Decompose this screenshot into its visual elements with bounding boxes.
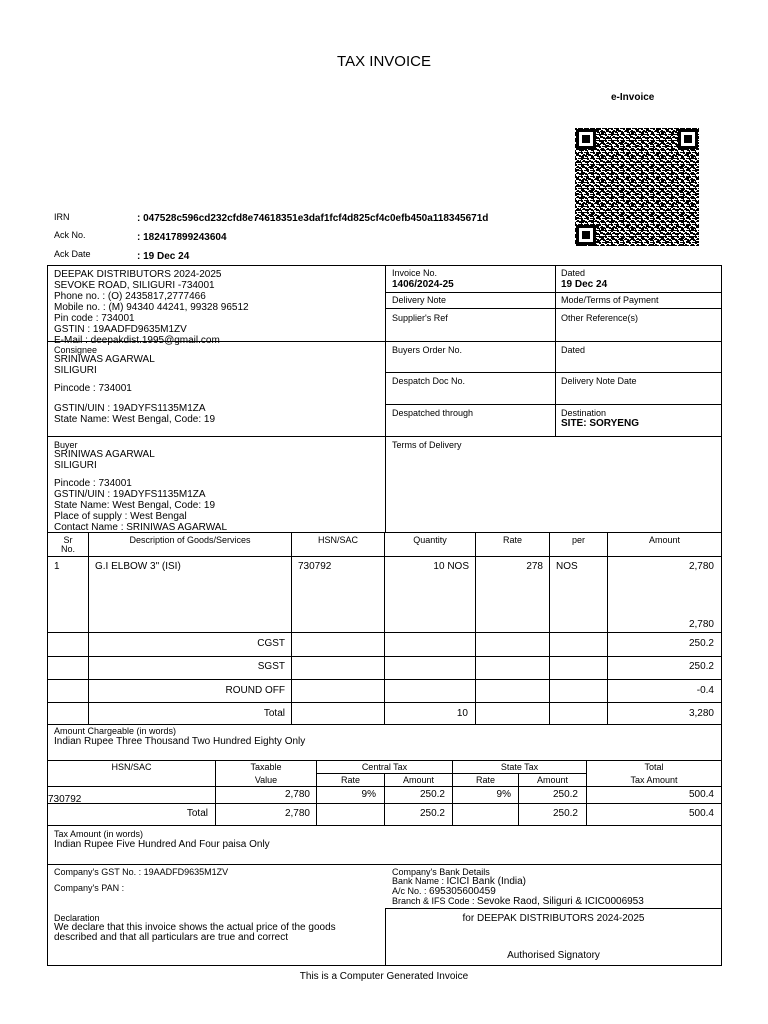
- seller-gstin: GSTIN : 19AADFD9635M1ZV: [54, 324, 187, 335]
- tax-col-state: State Tax: [500, 762, 539, 772]
- col-qty: Quantity: [413, 535, 447, 545]
- tax-words-value: Indian Rupee Five Hundred And Four paisa Only: [54, 839, 270, 850]
- tax-words-label: Tax Amount (in words): [54, 829, 144, 839]
- col-desc: Description of Goods/Services: [129, 535, 251, 545]
- consignee-name: SRINIWAS AGARWAL: [54, 354, 155, 365]
- col-no: No.: [60, 544, 75, 554]
- dated-value: 19 Dec 24: [561, 279, 608, 290]
- qr-code-icon: [575, 128, 699, 246]
- bank-ifs-value: Sevoke Raod, Siliguri & ICIC0006953: [477, 896, 644, 907]
- ack-date-value: : 19 Dec 24: [137, 251, 190, 262]
- tax-col-total: Total: [644, 762, 664, 772]
- invoice-no-label: Invoice No.: [392, 268, 438, 278]
- dated2-label: Dated: [561, 345, 586, 355]
- buyer-state: State Name: West Bengal, Code: 19: [54, 500, 216, 511]
- item-hsn: 730792: [298, 561, 332, 572]
- item-desc: G.I ELBOW 3" (ISI): [95, 561, 181, 572]
- seller-name: DEEPAK DISTRIBUTORS 2024-2025: [54, 269, 222, 280]
- tax-row-c-amt: 250.2: [419, 789, 445, 800]
- despatch-doc-label: Despatch Doc No.: [392, 376, 466, 386]
- irn-label: IRN: [54, 212, 70, 222]
- page-title: TAX INVOICE: [337, 53, 431, 70]
- roundoff-value: -0.4: [696, 685, 714, 696]
- tax-row-s-rate: 9%: [496, 789, 511, 800]
- buyer-pincode: Pincode : 734001: [54, 478, 132, 489]
- declaration-text-2: described and that all particulars are true and correct: [54, 932, 289, 943]
- amount-words-value: Indian Rupee Three Thousand Two Hundred Eighty Only: [54, 736, 306, 747]
- bank-title: Company's Bank Details: [392, 867, 490, 877]
- ack-no-value: : 182417899243604: [137, 232, 227, 243]
- tax-col-s-rate: Rate: [475, 775, 495, 785]
- footer-note: This is a Computer Generated Invoice: [299, 971, 469, 982]
- tax-row-taxable: 2,780: [284, 789, 310, 800]
- mode-terms-label: Mode/Terms of Payment: [561, 295, 659, 305]
- cgst-value: 250.2: [688, 638, 714, 649]
- consignee-city: SILIGURI: [54, 365, 97, 376]
- bank-ifs-label: Branch & IFS Code :: [392, 896, 478, 906]
- col-sr: Sr: [63, 535, 73, 545]
- tax-col-taxable: Taxable: [250, 762, 282, 772]
- cgst-label: CGST: [257, 638, 285, 649]
- item-subtotal: 2,780: [688, 619, 714, 630]
- total-value: 3,280: [688, 708, 714, 719]
- tax-row-total: 500.4: [688, 789, 714, 800]
- consignee-gstin: GSTIN/UIN : 19ADYFS1135M1ZA: [54, 403, 206, 414]
- buyer-name: SRINIWAS AGARWAL: [54, 449, 155, 460]
- seller-pincode: Pin code : 734001: [54, 313, 135, 324]
- item-rate: 278: [526, 561, 543, 572]
- sgst-label: SGST: [257, 661, 285, 672]
- bank-name-value: ICICI Bank (India): [446, 876, 527, 887]
- tax-total-taxable: 2,780: [284, 808, 310, 819]
- item-per: NOS: [556, 561, 578, 572]
- consignee-pincode: Pincode : 734001: [54, 383, 132, 394]
- item-amount: 2,780: [688, 561, 714, 572]
- buyer-label: Buyer: [54, 440, 78, 450]
- consignee-state: State Name: West Bengal, Code: 19: [54, 414, 216, 425]
- seller-phone: Phone no. : (O) 2435817,2777466: [54, 291, 206, 302]
- delivery-note-label: Delivery Note: [392, 295, 447, 305]
- tax-total-total: 500.4: [688, 808, 714, 819]
- tax-total-c-amt: 250.2: [419, 808, 445, 819]
- company-gst: Company's GST No. : 19AADFD9635M1ZV: [54, 867, 229, 877]
- buyer-contact: Contact Name : SRINIWAS AGARWAL: [54, 522, 228, 533]
- seller-address: SEVOKE ROAD, SILIGURI -734001: [54, 280, 215, 291]
- col-amount: Amount: [648, 535, 681, 545]
- tax-col-c-rate: Rate: [340, 775, 360, 785]
- tax-col-hsn: HSN/SAC: [111, 762, 152, 772]
- roundoff-label: ROUND OFF: [225, 685, 285, 696]
- tax-row-c-rate: 9%: [361, 789, 376, 800]
- terms-of-delivery-label: Terms of Delivery: [392, 440, 462, 450]
- bank-ac-value: 695305600459: [429, 886, 496, 897]
- invoice-no-value: 1406/2024-25: [392, 279, 454, 290]
- item-sr: 1: [54, 561, 60, 572]
- total-label: Total: [263, 708, 285, 719]
- einvoice-label: e-Invoice: [611, 92, 655, 103]
- tax-row-s-amt: 250.2: [552, 789, 578, 800]
- ack-date-label: Ack Date: [54, 249, 91, 259]
- tax-col-total2: Tax Amount: [630, 775, 678, 785]
- bank-ac-label: A/c No. :: [392, 886, 430, 896]
- consignee-label: Consignee: [54, 345, 98, 355]
- seller-email: E-Mail : deepakdist.1995@gmail.com: [54, 335, 220, 346]
- authorised-signatory: Authorised Signatory: [507, 950, 600, 961]
- suppliers-ref-label: Supplier's Ref: [392, 313, 448, 323]
- seller-mobile: Mobile no. : (M) 94340 44241, 99328 96512: [54, 302, 249, 313]
- col-per: per: [571, 535, 585, 545]
- for-company: for DEEPAK DISTRIBUTORS 2024-2025: [462, 913, 645, 924]
- tax-total-label: Total: [186, 808, 208, 819]
- ack-no-label: Ack No.: [54, 230, 86, 240]
- buyer-supply: Place of supply : West Bengal: [54, 511, 187, 522]
- despatched-through-label: Despatched through: [392, 408, 474, 418]
- bank-name-label: Bank Name :: [392, 876, 447, 886]
- amount-words-label: Amount Chargeable (in words): [54, 726, 177, 736]
- destination-label: Destination: [561, 408, 607, 418]
- buyer-gstin: GSTIN/UIN : 19ADYFS1135M1ZA: [54, 489, 206, 500]
- dated-label: Dated: [561, 268, 586, 278]
- destination-value: SITE: SORYENG: [561, 418, 639, 429]
- buyer-city: SILIGURI: [54, 460, 97, 471]
- total-qty: 10: [456, 708, 468, 719]
- tax-col-value: Value: [254, 775, 278, 785]
- company-pan: Company's PAN :: [54, 883, 125, 893]
- delivery-note-date-label: Delivery Note Date: [561, 376, 637, 386]
- tax-col-central: Central Tax: [361, 762, 408, 772]
- item-qty: 10 NOS: [433, 561, 469, 572]
- sgst-value: 250.2: [688, 661, 714, 672]
- tax-total-s-amt: 250.2: [552, 808, 578, 819]
- tax-col-c-amount: Amount: [402, 775, 435, 785]
- irn-value: : 047528c596cd232cfd8e74618351e3daf1fcf4d825cf4c0efb450a118345671d: [137, 213, 489, 224]
- col-rate: Rate: [502, 535, 522, 545]
- col-hsn: HSN/SAC: [317, 535, 358, 545]
- declaration-text-1: We declare that this invoice shows the actual price of the goods: [54, 922, 336, 933]
- tax-col-s-amount: Amount: [536, 775, 569, 785]
- buyers-order-label: Buyers Order No.: [392, 345, 463, 355]
- tax-row-hsn: 730792: [48, 794, 82, 805]
- declaration-label: Declaration: [54, 913, 100, 923]
- other-refs-label: Other Reference(s): [561, 313, 639, 323]
